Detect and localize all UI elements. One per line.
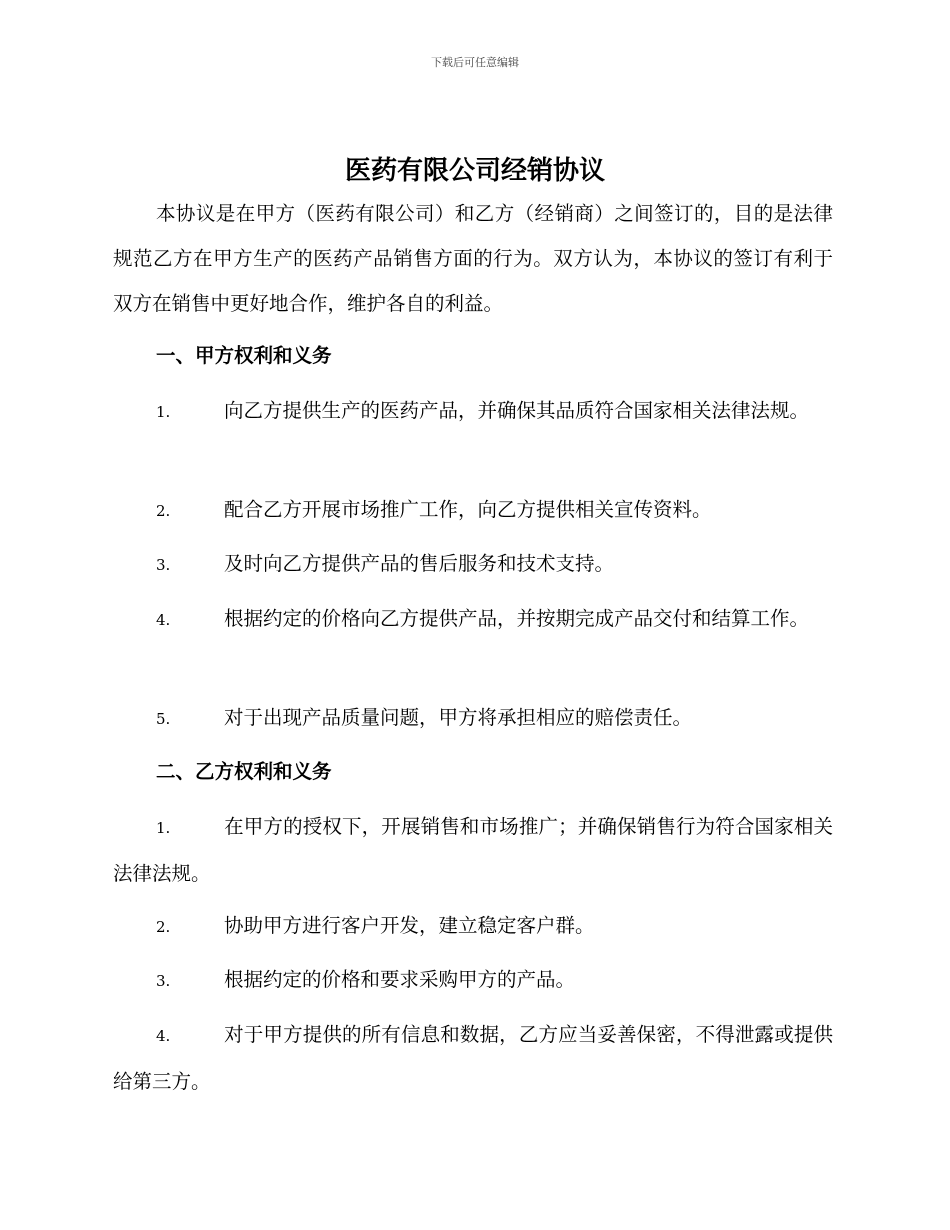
item-text: 根据约定的价格和要求采购甲方的产品。 (224, 968, 576, 991)
intro-paragraph: 本协议是在甲方（医药有限公司）和乙方（经销商）之间签订的，目的是法律规范乙方在甲方生产的医药产品销售方面的行为。双方认为，本协议的签订有利于双方在销售中更好地合作，维护各自的利益。 (113, 202, 833, 315)
list-item (113, 957, 833, 1004)
list-item (113, 596, 833, 643)
item-number: 2. (156, 502, 171, 520)
item-text: 向乙方提供生产的医药产品，并确保其品质符合国家相关法律法规。 (224, 399, 810, 422)
list-item (113, 695, 833, 742)
header-note: 下载后可任意编辑 (431, 56, 519, 69)
item-number: 4. (156, 611, 171, 629)
item-text: 及时向乙方提供产品的售后服务和技术支持。 (224, 552, 615, 575)
list-item (113, 903, 833, 950)
section-heading-party-b: 二、乙方权利和义务 (156, 760, 332, 783)
item-number: 2. (156, 918, 171, 936)
item-number: 1. (156, 819, 171, 837)
list-item (113, 487, 833, 534)
list-item (113, 541, 833, 588)
item-number: 3. (156, 556, 171, 574)
item-number: 3. (156, 972, 171, 990)
item-text: 协助甲方进行客户开发，建立稳定客户群。 (224, 914, 595, 937)
item-text: 在甲方的授权下，开展销售和市场推广；并确保销售行为符合国家相关法律法规。 (113, 815, 833, 885)
item-text: 根据约定的价格向乙方提供产品，并按期完成产品交付和结算工作。 (224, 607, 810, 630)
list-item (113, 804, 833, 896)
document-title: 医药有限公司经销协议 (344, 156, 605, 186)
section-heading-party-a: 一、甲方权利和义务 (156, 344, 332, 367)
item-text: 对于出现产品质量问题，甲方将承担相应的赔偿责任。 (224, 706, 693, 729)
list-item (113, 1012, 833, 1104)
item-text: 对于甲方提供的所有信息和数据，乙方应当妥善保密，不得泄露或提供给第三方。 (113, 1023, 833, 1093)
item-text: 配合乙方开展市场推广工作，向乙方提供相关宣传资料。 (224, 498, 712, 521)
item-number: 4. (156, 1027, 171, 1045)
item-number: 5. (156, 710, 171, 728)
list-item (113, 388, 833, 435)
item-number: 1. (156, 403, 171, 421)
